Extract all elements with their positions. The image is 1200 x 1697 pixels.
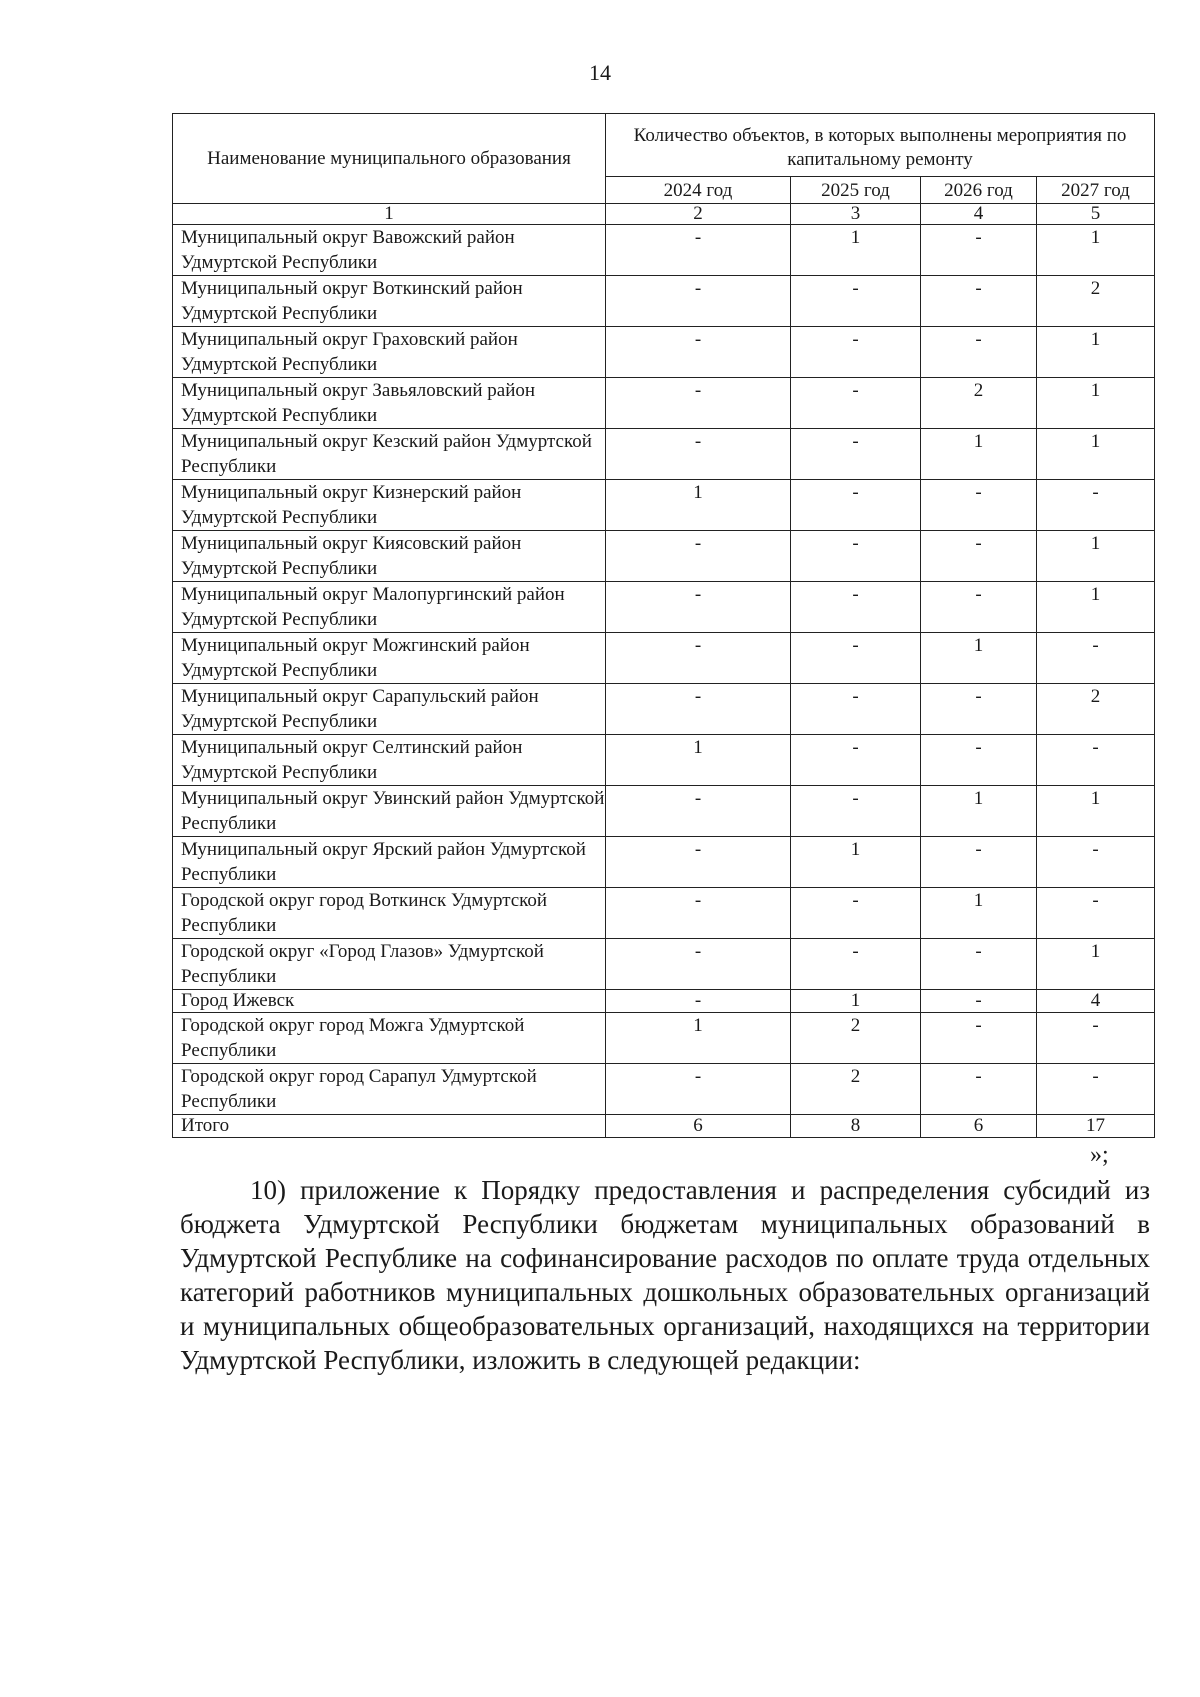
object-count: - [791,888,921,939]
object-count: 1 [1037,429,1155,480]
municipality-name: Городской округ город Можга Удмуртской Республики [173,1013,606,1064]
municipality-name: Муниципальный округ Увинский район Удмуртской Республики [173,786,606,837]
table-row [173,1013,1155,1064]
body-paragraph: 10) приложение к Порядку предоставления и распределения субсидий из бюджета Удмуртской Республики бюджетам муниципальных образований в Удмуртской Республике на софинансирование расходов по оплате труда отдельных категорий работников муниципальных дошкольных образовательных организаций и муниципальных общеобразовательных организаций, находящихся на территории Удмуртской Республики, изложить в следующей редакции: [180,1175,1150,1375]
municipality-name: Город Ижевск [173,990,606,1013]
municipality-name: Муниципальный округ Завьяловский район Удмуртской Республики [173,378,606,429]
object-count: - [921,276,1037,327]
object-count: - [921,990,1037,1013]
object-count: 1 [1037,582,1155,633]
object-count: - [606,327,791,378]
total-value: 8 [791,1115,921,1138]
object-count: 1 [921,429,1037,480]
closing-quote: »; [1090,1142,1109,1168]
table-row [173,888,1155,939]
object-count: - [606,786,791,837]
object-count: 1 [606,1013,791,1064]
total-label: Итого [173,1115,606,1138]
municipality-name: Муниципальный округ Ярский район Удмуртской Республики [173,837,606,888]
object-count: 1 [1037,786,1155,837]
table-row [173,480,1155,531]
table-row [173,531,1155,582]
header-name-column: Наименование муниципального образования [173,114,606,204]
object-count: - [1037,633,1155,684]
object-count: - [791,735,921,786]
object-count: 2 [1037,684,1155,735]
table-row [173,684,1155,735]
object-count: 2 [921,378,1037,429]
object-count: - [606,531,791,582]
object-count: - [606,429,791,480]
object-count: - [791,327,921,378]
municipality-name: Муниципальный округ Граховский район Удмуртской Республики [173,327,606,378]
object-count: - [791,378,921,429]
municipality-name: Муниципальный округ Кезский район Удмуртской Республики [173,429,606,480]
object-count: - [921,939,1037,990]
municipality-name: Муниципальный округ Селтинский район Удмуртской Республики [173,735,606,786]
object-count: 2 [1037,276,1155,327]
object-count: - [606,939,791,990]
object-count: - [921,480,1037,531]
object-count: - [606,225,791,276]
table-row [173,990,1155,1013]
object-count: 2 [791,1064,921,1115]
object-count: - [791,786,921,837]
municipality-name: Муниципальный округ Кизнерский район Удмуртской Республики [173,480,606,531]
municipality-name: Городской округ город Воткинск Удмуртской Республики [173,888,606,939]
column-numbers-row [173,204,1155,225]
municipality-name: Городской округ город Сарапул Удмуртской Республики [173,1064,606,1115]
table-body [173,225,1155,1138]
object-count: 1 [791,225,921,276]
total-value: 17 [1037,1115,1155,1138]
object-count: - [1037,735,1155,786]
object-count: 1 [921,888,1037,939]
object-count: 1 [1037,939,1155,990]
object-count: - [1037,837,1155,888]
object-count: - [791,633,921,684]
object-count: 1 [791,837,921,888]
column-number: 1 [173,204,606,225]
object-count: - [606,990,791,1013]
object-count: - [921,1013,1037,1064]
municipality-name: Муниципальный округ Сарапульский район Удмуртской Республики [173,684,606,735]
table-row [173,429,1155,480]
header-quantity-column: Количество объектов, в которых выполнены мероприятия по капитальному ремонту [606,114,1155,177]
object-count: - [1037,888,1155,939]
table-row [173,837,1155,888]
header-year: 2026 год [921,177,1037,204]
object-count: - [606,276,791,327]
table-row [173,1064,1155,1115]
object-count: 1 [791,990,921,1013]
object-count: - [606,1064,791,1115]
column-number: 3 [791,204,921,225]
object-count: - [606,582,791,633]
page-number: 14 [589,60,611,85]
object-count: - [606,684,791,735]
table-row [173,735,1155,786]
object-count: 2 [791,1013,921,1064]
object-count: 1 [921,633,1037,684]
object-count: - [921,837,1037,888]
object-count: - [606,888,791,939]
object-count: 1 [1037,531,1155,582]
object-count: - [791,684,921,735]
column-number: 5 [1037,204,1155,225]
table-row [173,276,1155,327]
object-count: - [791,531,921,582]
object-count: - [606,837,791,888]
object-count: - [921,582,1037,633]
object-count: - [921,1064,1037,1115]
object-count: - [791,582,921,633]
object-count: - [921,684,1037,735]
column-number: 4 [921,204,1037,225]
municipality-name: Муниципальный округ Вавожский район Удмуртской Республики [173,225,606,276]
object-count: 1 [1037,378,1155,429]
header-year: 2025 год [791,177,921,204]
object-count: - [1037,1064,1155,1115]
table-row [173,582,1155,633]
table-row [173,633,1155,684]
municipality-name: Муниципальный округ Воткинский район Удмуртской Республики [173,276,606,327]
header-year: 2027 год [1037,177,1155,204]
object-count: 1 [606,480,791,531]
object-count: 1 [1037,225,1155,276]
total-value: 6 [921,1115,1037,1138]
municipality-name: Муниципальный округ Киясовский район Удмуртской Республики [173,531,606,582]
total-row [173,1115,1155,1138]
object-count: 1 [1037,327,1155,378]
table-row [173,225,1155,276]
object-count: - [606,633,791,684]
object-count: - [1037,1013,1155,1064]
capital-repair-table [172,113,1155,1138]
object-count: - [791,276,921,327]
object-count: - [606,378,791,429]
object-count: - [921,327,1037,378]
object-count: - [921,735,1037,786]
total-value: 6 [606,1115,791,1138]
object-count: - [791,429,921,480]
municipality-name: Муниципальный округ Малопургинский район Удмуртской Республики [173,582,606,633]
table-row [173,327,1155,378]
object-count: - [1037,480,1155,531]
object-count: - [791,480,921,531]
object-count: - [791,939,921,990]
object-count: - [921,531,1037,582]
object-count: 4 [1037,990,1155,1013]
header-year: 2024 год [606,177,791,204]
municipality-name: Муниципальный округ Можгинский район Удмуртской Республики [173,633,606,684]
table-row [173,786,1155,837]
object-count: 1 [921,786,1037,837]
municipality-name: Городской округ «Город Глазов» Удмуртской Республики [173,939,606,990]
table-row [173,378,1155,429]
object-count: 1 [606,735,791,786]
column-number: 2 [606,204,791,225]
object-count: - [921,225,1037,276]
table-row [173,939,1155,990]
